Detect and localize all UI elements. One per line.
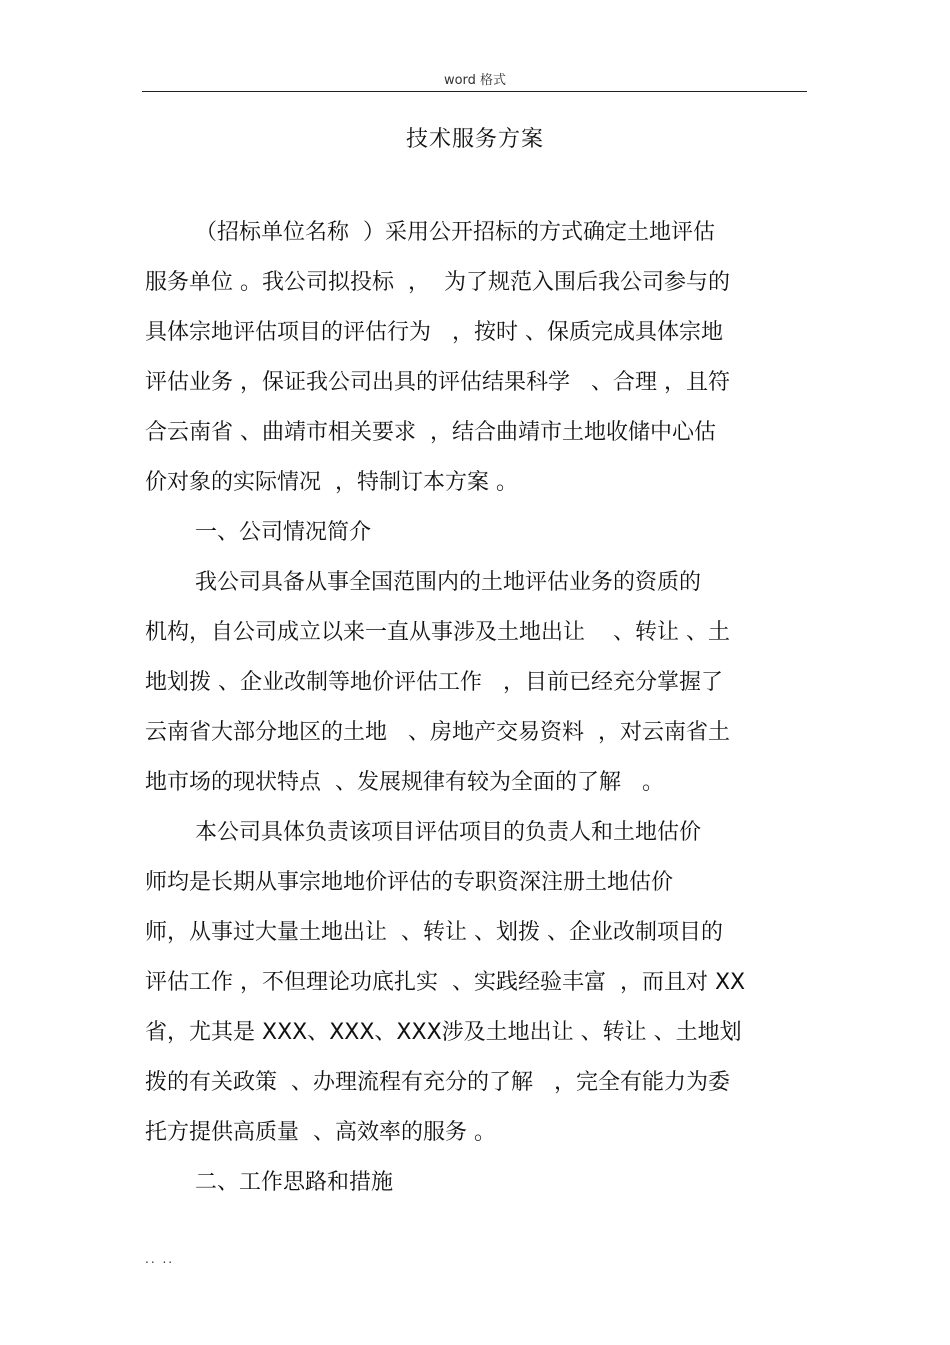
- body-line: 合云南省 、曲靖市相关要求 ，结合曲靖市土地收储中心估: [145, 420, 716, 445]
- body-line: 云南省大部分地区的土地 、房地产交易资料 ，对云南省土: [145, 720, 730, 745]
- page-footer: .. ..: [145, 1252, 175, 1266]
- body-line: 地市场的现状特点 、发展规律有较为全面的了解 。: [145, 770, 664, 795]
- body-line: 具体宗地评估项目的评估行为 ，按时 、保质完成具体宗地: [145, 320, 723, 345]
- body-line: 评估工作 ，不但理论功底扎实 、实践经验丰富 ，而且对 XX: [145, 970, 746, 995]
- section-heading: 一、公司情况简介: [195, 520, 372, 545]
- document-title: 技术服务方案: [405, 127, 544, 152]
- body-line: 评估业务 ，保证我公司出具的评估结果科学 、合理 ，且符: [145, 370, 730, 395]
- body-line: 本公司具体负责该项目评估项目的负责人和土地估价: [195, 820, 702, 845]
- body-line: 师均是长期从事宗地地价评估的专职资深注册土地估价: [145, 870, 674, 895]
- body-line: 师，从事过大量土地出让 、转让 、划拨 、企业改制项目的: [145, 920, 723, 945]
- body-line: 托方提供高质量 、高效率的服务 。: [145, 1120, 496, 1145]
- section-heading: 二、工作思路和措施: [195, 1170, 394, 1195]
- body-line: 服务单位 。我公司拟投标 ， 为了规范入围后我公司参与的: [145, 270, 730, 295]
- body-line: 拨的有关政策 、办理流程有充分的了解 ，完全有能力为委: [145, 1070, 730, 1095]
- body-line: 我公司具备从事全国范围内的土地评估业务的资质的: [195, 570, 702, 595]
- page-header: word 格式: [443, 73, 507, 88]
- header-divider: [142, 91, 807, 92]
- body-line: 省，尤其是 XXX、XXX、XXX涉及土地出让 、转让 、土地划: [145, 1020, 742, 1045]
- document-body: [145, 210, 805, 1210]
- body-line: 机构，自公司成立以来一直从事涉及土地出让 、转让 、土: [145, 620, 730, 645]
- body-line: 价对象的实际情况 ，特制订本方案 。: [145, 470, 518, 495]
- body-line: （招标单位名称 ）采用公开招标的方式确定土地评估: [195, 220, 715, 245]
- body-line: 地划拨 、企业改制等地价评估工作 ，目前已经充分掌握了: [145, 670, 723, 695]
